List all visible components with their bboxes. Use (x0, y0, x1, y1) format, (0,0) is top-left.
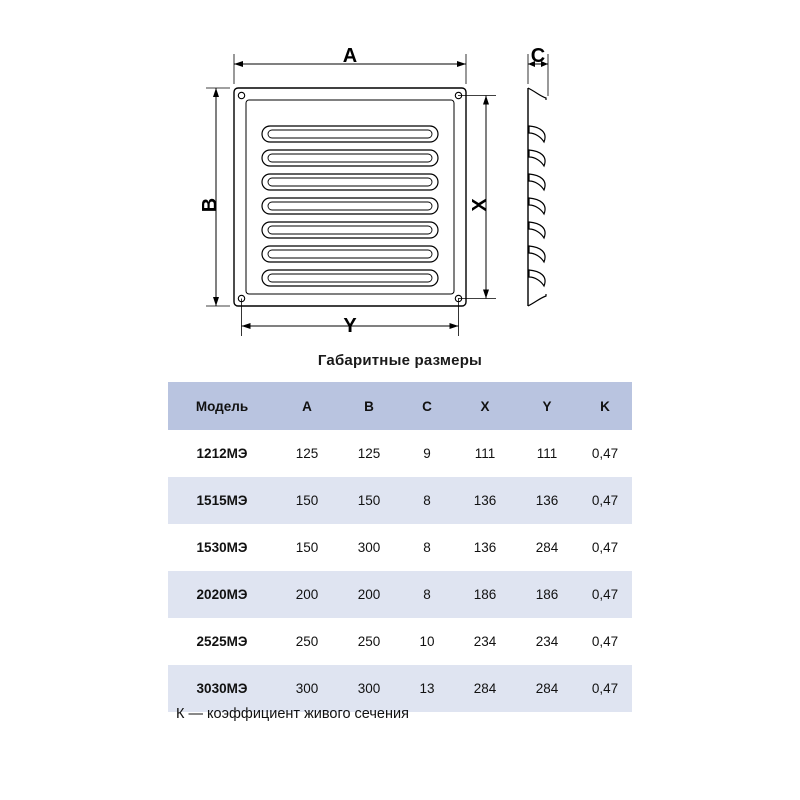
cell-a: 150 (276, 524, 338, 571)
dimension-label-x: X (469, 198, 491, 212)
table-row (168, 571, 632, 618)
cell-x: 186 (454, 571, 516, 618)
cell-k: 0,47 (578, 477, 632, 524)
cell-model: 1530МЭ (168, 524, 276, 571)
cell-a: 250 (276, 618, 338, 665)
cell-y: 284 (516, 665, 578, 712)
dimension-label-a: A (342, 45, 358, 67)
cell-k: 0,47 (578, 618, 632, 665)
cell-b: 300 (338, 524, 400, 571)
cell-y: 111 (516, 430, 578, 477)
cell-a: 300 (276, 665, 338, 712)
cell-b: 200 (338, 571, 400, 618)
cell-x: 136 (454, 524, 516, 571)
table-row (168, 618, 632, 665)
cell-k: 0,47 (578, 571, 632, 618)
dimension-label-y: Y (343, 315, 357, 337)
table-header-row (168, 382, 632, 430)
cell-a: 150 (276, 477, 338, 524)
cell-k: 0,47 (578, 430, 632, 477)
cell-y: 234 (516, 618, 578, 665)
cell-a: 125 (276, 430, 338, 477)
cell-c: 8 (400, 477, 454, 524)
table-header-c: C (400, 382, 454, 430)
cell-y: 136 (516, 477, 578, 524)
cell-y: 186 (516, 571, 578, 618)
cell-x: 136 (454, 477, 516, 524)
table-row (168, 477, 632, 524)
diagram-caption: Габаритные размеры (317, 352, 483, 369)
table-row (168, 430, 632, 477)
table-header-a: A (276, 382, 338, 430)
cell-c: 8 (400, 571, 454, 618)
table-header-k: K (578, 382, 632, 430)
cell-model: 1515МЭ (168, 477, 276, 524)
cell-model: 2020МЭ (168, 571, 276, 618)
cell-c: 13 (400, 665, 454, 712)
cell-x: 111 (454, 430, 516, 477)
cell-c: 8 (400, 524, 454, 571)
dimension-label-b: B (199, 197, 221, 213)
table-header-y: Y (516, 382, 578, 430)
cell-x: 234 (454, 618, 516, 665)
table-footnote: К — коэффициент живого сечения (176, 706, 409, 722)
table-header-b: B (338, 382, 400, 430)
cell-x: 284 (454, 665, 516, 712)
cell-a: 200 (276, 571, 338, 618)
table-row (168, 524, 632, 571)
cell-b: 250 (338, 618, 400, 665)
cell-b: 150 (338, 477, 400, 524)
cell-b: 125 (338, 430, 400, 477)
table-row (168, 665, 632, 712)
cell-y: 284 (516, 524, 578, 571)
table-header-model: Модель (168, 382, 276, 430)
cell-k: 0,47 (578, 665, 632, 712)
cell-model: 3030МЭ (168, 665, 276, 712)
technical-drawing (0, 0, 800, 360)
dimensions-table-wrapper (168, 382, 632, 712)
cell-b: 300 (338, 665, 400, 712)
cell-c: 10 (400, 618, 454, 665)
dimension-label-c: C (530, 45, 546, 67)
cell-model: 2525МЭ (168, 618, 276, 665)
cell-c: 9 (400, 430, 454, 477)
cell-k: 0,47 (578, 524, 632, 571)
table-header-x: X (454, 382, 516, 430)
dimensions-table (168, 382, 632, 712)
cell-model: 1212МЭ (168, 430, 276, 477)
